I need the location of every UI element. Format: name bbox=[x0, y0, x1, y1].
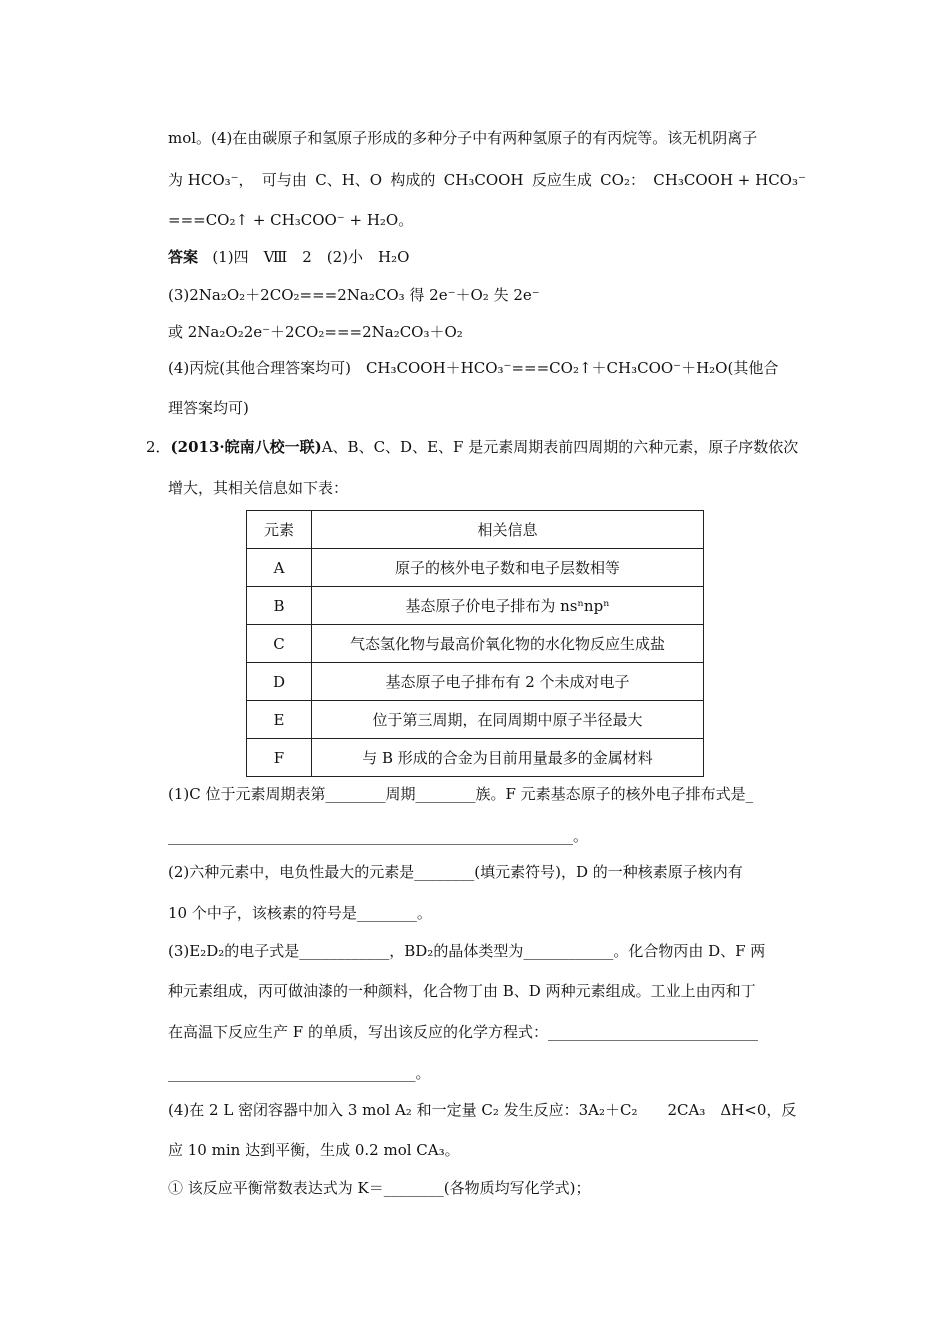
sub-question-3d: _________________________________。 bbox=[168, 1064, 431, 1082]
answer-line-4a: (4)丙烷(其他合理答案均可) CH₃COOH＋HCO₃⁻===CO₂↑＋CH₃COO⁻＋H₂O(其他合 bbox=[168, 359, 779, 377]
table-row bbox=[247, 663, 704, 701]
table-cell-element: A bbox=[247, 549, 312, 587]
sub-question-2a: (2)六种元素中，电负性最大的元素是________(填元素符号)，D 的一种核素原子核内有 bbox=[168, 863, 743, 881]
table-row bbox=[247, 587, 704, 625]
answer-label: 答案 bbox=[168, 248, 199, 266]
table-cell-element: E bbox=[247, 701, 312, 739]
explanation-line-1: mol。(4)在由碳原子和氢原子形成的多种分子中有两种氢原子的有丙烷等。该无机阴离子 bbox=[168, 129, 758, 147]
table-cell-element: C bbox=[247, 625, 312, 663]
sub-question-3a: (3)E₂D₂的电子式是____________，BD₂的晶体类型为____________。化合物丙由 D、F 两 bbox=[168, 942, 766, 960]
sub-question-1a: (1)C 位于元素周期表第________周期________族。F 元素基态原子的核外电子排布式是_ bbox=[168, 785, 754, 803]
answer-line-1: 答案 (1)四 Ⅷ 2 (2)小 H₂O bbox=[168, 248, 410, 266]
table-cell-info: 位于第三周期，在同周期中原子半径最大 bbox=[312, 701, 704, 739]
question-2-intro: 增大，其相关信息如下表： bbox=[168, 479, 349, 497]
sub-question-1b: ______________________________________________________。 bbox=[168, 827, 589, 845]
question-source: (2013·皖南八校一联) bbox=[170, 438, 322, 456]
table-cell-info: 基态原子价电子排布为 nsⁿnpⁿ bbox=[312, 587, 704, 625]
question-number: 2． bbox=[146, 438, 171, 456]
table-header-row bbox=[247, 511, 704, 549]
table-cell-info: 基态原子电子排布有 2 个未成对电子 bbox=[312, 663, 704, 701]
table-cell-info: 气态氢化物与最高价氧化物的水化物反应生成盐 bbox=[312, 625, 704, 663]
explanation-line-3: ===CO₂↑ + CH₃COO⁻ + H₂O。 bbox=[168, 211, 414, 229]
explanation-line-2: 为 HCO₃⁻， 可与由 C、H、O 构成的 CH₃COOH 反应生成 CO₂： CH₃COOH + HCO₃⁻ bbox=[168, 171, 806, 189]
table-header-element: 元素 bbox=[247, 511, 312, 549]
table-cell-info: 原子的核外电子数和电子层数相等 bbox=[312, 549, 704, 587]
table-row bbox=[247, 625, 704, 663]
table-cell-element: B bbox=[247, 587, 312, 625]
table-row bbox=[247, 549, 704, 587]
sub-question-3b: 种元素组成，丙可做油漆的一种颜料，化合物丁由 B、D 两种元素组成。工业上由丙和丁 bbox=[168, 982, 756, 1000]
sub-question-4b: 应 10 min 达到平衡，生成 0.2 mol CA₃。 bbox=[168, 1141, 460, 1159]
table-cell-element: F bbox=[247, 739, 312, 777]
table-row bbox=[247, 701, 704, 739]
sub-question-2b: 10 个中子，该核素的符号是________。 bbox=[168, 904, 432, 922]
table-cell-info: 与 B 形成的合金为目前用量最多的金属材料 bbox=[312, 739, 704, 777]
sub-question-3c: 在高温下反应生产 F 的单质，写出该反应的化学方程式：____________________________ bbox=[168, 1023, 758, 1041]
answer-line-3b: 或 2Na₂O₂2e⁻＋2CO₂===2Na₂CO₃＋O₂ bbox=[168, 323, 463, 341]
table-cell-element: D bbox=[247, 663, 312, 701]
element-info-table bbox=[246, 510, 704, 777]
question-2-header: 2．(2013·皖南八校一联)A、B、C、D、E、F 是元素周期表前四周期的六种元素，原子序数依次 bbox=[146, 438, 799, 456]
sub-question-4c: ① 该反应平衡常数表达式为 K＝________(各物质均写化学式)； bbox=[168, 1179, 591, 1197]
table-header-info: 相关信息 bbox=[312, 511, 704, 549]
answer-line-3a: (3)2Na₂O₂＋2CO₂===2Na₂CO₃ 得 2e⁻＋O₂ 失 2e⁻ bbox=[168, 286, 540, 304]
answer-line-4b: 理答案均可) bbox=[168, 399, 249, 417]
table-row bbox=[247, 739, 704, 777]
sub-question-4a: (4)在 2 L 密闭容器中加入 3 mol A₂ 和一定量 C₂ 发生反应：3A₂＋C₂ 2CA₃ ΔH<0，反 bbox=[168, 1101, 797, 1119]
